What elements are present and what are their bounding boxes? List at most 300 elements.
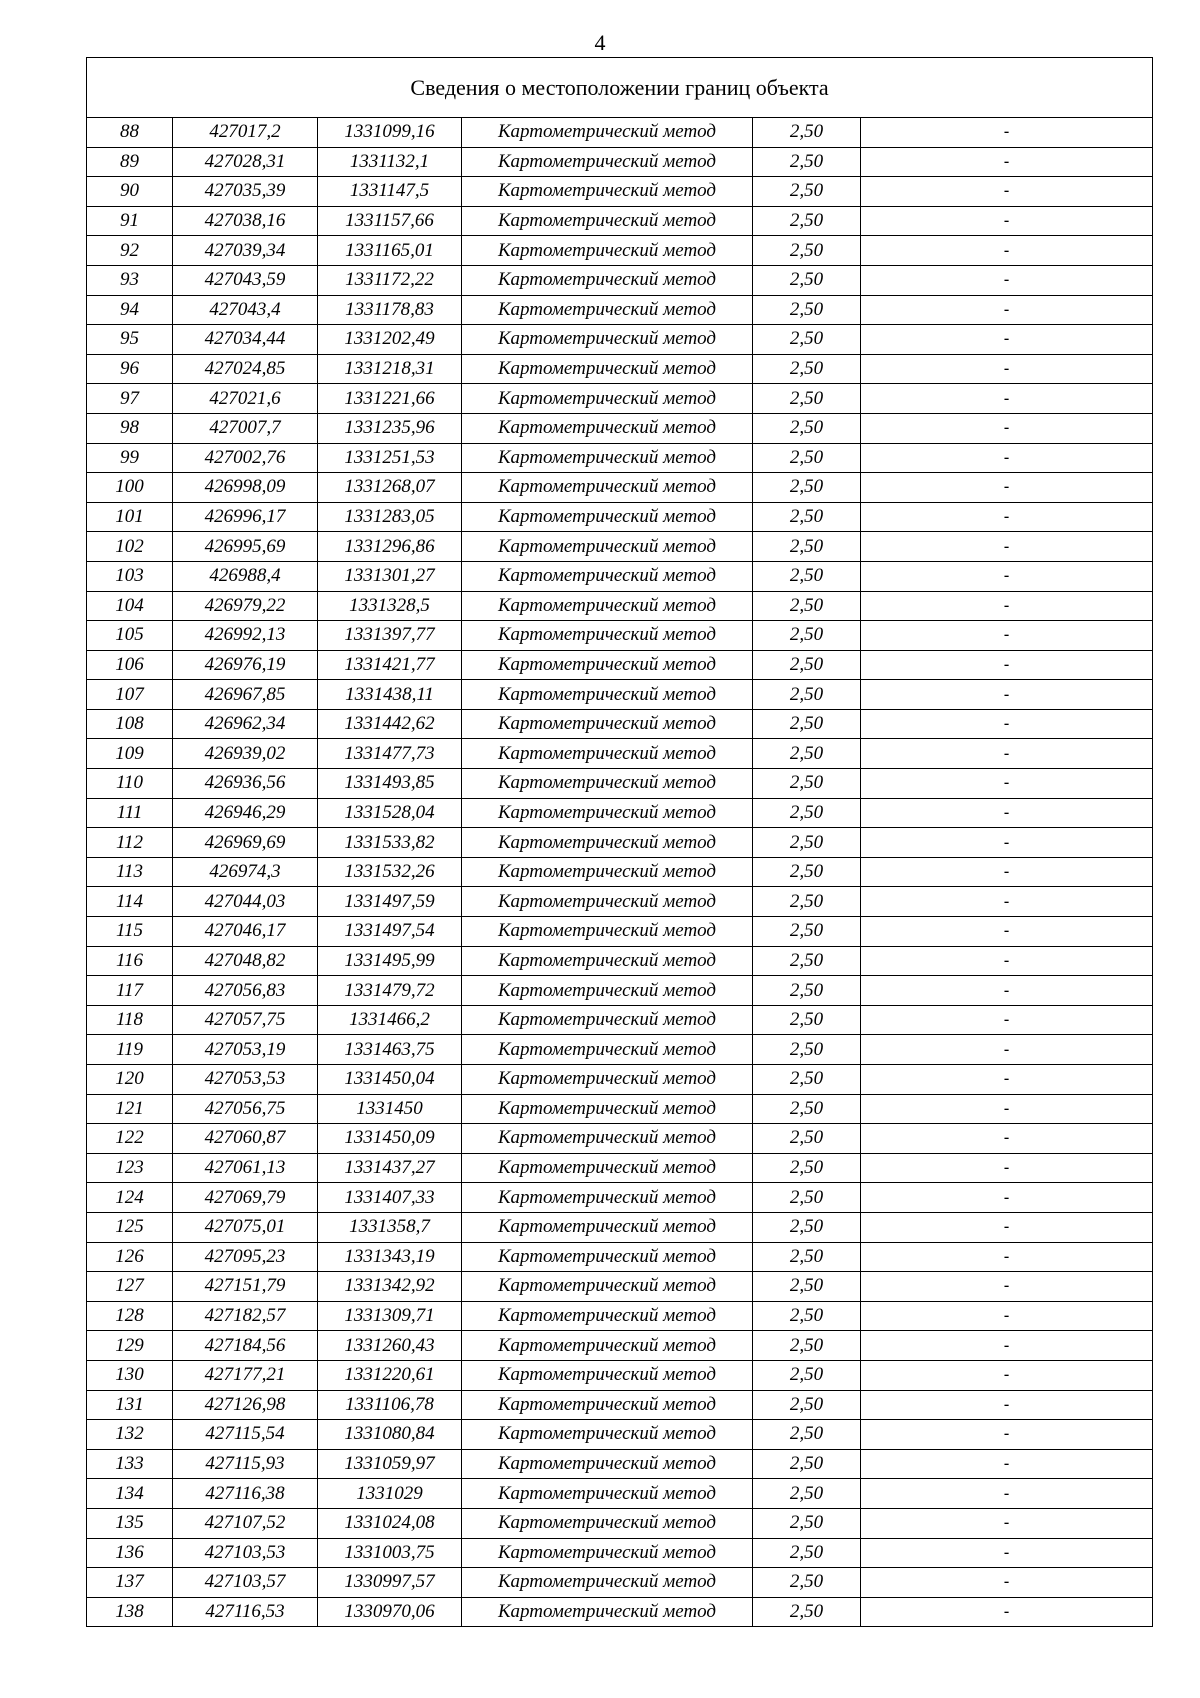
method-cell: Картометрический метод [462,1390,753,1420]
table-row [87,650,1153,680]
point-number-cell: 89 [87,147,173,177]
accuracy-cell: 2,50 [753,769,861,799]
method-cell: Картометрический метод [462,769,753,799]
table-row [87,1420,1153,1450]
description-cell: - [861,1331,1153,1361]
description-cell: - [861,532,1153,562]
table-row [87,1183,1153,1213]
method-cell: Картометрический метод [462,887,753,917]
y-coordinate-cell: 1331172,22 [318,265,462,295]
accuracy-cell: 2,50 [753,1183,861,1213]
accuracy-cell: 2,50 [753,1479,861,1509]
y-coordinate-cell: 1331497,54 [318,917,462,947]
accuracy-cell: 2,50 [753,1331,861,1361]
point-number-cell: 132 [87,1420,173,1450]
boundary-table-container [86,57,1153,1627]
description-cell: - [861,1360,1153,1390]
accuracy-cell: 2,50 [753,236,861,266]
description-cell: - [861,946,1153,976]
point-number-cell: 91 [87,206,173,236]
method-cell: Картометрический метод [462,1301,753,1331]
point-number-cell: 127 [87,1272,173,1302]
method-cell: Картометрический метод [462,1035,753,1065]
x-coordinate-cell: 427038,16 [173,206,318,236]
table-row [87,946,1153,976]
y-coordinate-cell: 1331450,04 [318,1065,462,1095]
y-coordinate-cell: 1330997,57 [318,1568,462,1598]
table-row [87,265,1153,295]
point-number-cell: 123 [87,1153,173,1183]
accuracy-cell: 2,50 [753,828,861,858]
point-number-cell: 106 [87,650,173,680]
point-number-cell: 138 [87,1597,173,1627]
table-row [87,798,1153,828]
description-cell: - [861,976,1153,1006]
description-cell: - [861,1094,1153,1124]
table-row [87,769,1153,799]
point-number-cell: 114 [87,887,173,917]
point-number-cell: 124 [87,1183,173,1213]
accuracy-cell: 2,50 [753,1390,861,1420]
y-coordinate-cell: 1331442,62 [318,709,462,739]
description-cell: - [861,384,1153,414]
y-coordinate-cell: 1331407,33 [318,1183,462,1213]
accuracy-cell: 2,50 [753,443,861,473]
description-cell: - [861,621,1153,651]
method-cell: Картометрический метод [462,1242,753,1272]
point-number-cell: 94 [87,295,173,325]
table-row [87,1272,1153,1302]
description-cell: - [861,1508,1153,1538]
table-row [87,1065,1153,1095]
method-cell: Картометрический метод [462,1065,753,1095]
x-coordinate-cell: 426995,69 [173,532,318,562]
accuracy-cell: 2,50 [753,1242,861,1272]
table-row [87,1035,1153,1065]
accuracy-cell: 2,50 [753,1597,861,1627]
point-number-cell: 112 [87,828,173,858]
y-coordinate-cell: 1331397,77 [318,621,462,651]
table-row [87,1390,1153,1420]
method-cell: Картометрический метод [462,739,753,769]
y-coordinate-cell: 1331438,11 [318,680,462,710]
x-coordinate-cell: 427044,03 [173,887,318,917]
point-number-cell: 128 [87,1301,173,1331]
accuracy-cell: 2,50 [753,532,861,562]
table-row [87,561,1153,591]
table-row [87,591,1153,621]
accuracy-cell: 2,50 [753,561,861,591]
description-cell: - [861,502,1153,532]
method-cell: Картометрический метод [462,976,753,1006]
page-number: 4 [594,30,606,55]
method-cell: Картометрический метод [462,1597,753,1627]
accuracy-cell: 2,50 [753,1449,861,1479]
y-coordinate-cell: 1331221,66 [318,384,462,414]
description-cell: - [861,473,1153,503]
point-number-cell: 102 [87,532,173,562]
point-number-cell: 97 [87,384,173,414]
method-cell: Картометрический метод [462,561,753,591]
x-coordinate-cell: 426962,34 [173,709,318,739]
y-coordinate-cell: 1331528,04 [318,798,462,828]
y-coordinate-cell: 1331080,84 [318,1420,462,1450]
x-coordinate-cell: 427103,53 [173,1538,318,1568]
y-coordinate-cell: 1331218,31 [318,354,462,384]
y-coordinate-cell: 1331251,53 [318,443,462,473]
table-row [87,1449,1153,1479]
point-number-cell: 130 [87,1360,173,1390]
accuracy-cell: 2,50 [753,206,861,236]
point-number-cell: 137 [87,1568,173,1598]
x-coordinate-cell: 427048,82 [173,946,318,976]
accuracy-cell: 2,50 [753,1420,861,1450]
table-row [87,680,1153,710]
method-cell: Картометрический метод [462,206,753,236]
y-coordinate-cell: 1331296,86 [318,532,462,562]
point-number-cell: 104 [87,591,173,621]
accuracy-cell: 2,50 [753,1005,861,1035]
x-coordinate-cell: 427116,38 [173,1479,318,1509]
point-number-cell: 126 [87,1242,173,1272]
method-cell: Картометрический метод [462,1508,753,1538]
point-number-cell: 105 [87,621,173,651]
point-number-cell: 95 [87,325,173,355]
accuracy-cell: 2,50 [753,709,861,739]
description-cell: - [861,354,1153,384]
method-cell: Картометрический метод [462,265,753,295]
x-coordinate-cell: 427107,52 [173,1508,318,1538]
point-number-cell: 121 [87,1094,173,1124]
table-row [87,206,1153,236]
x-coordinate-cell: 427069,79 [173,1183,318,1213]
method-cell: Картометрический метод [462,236,753,266]
description-cell: - [861,443,1153,473]
point-number-cell: 119 [87,1035,173,1065]
method-cell: Картометрический метод [462,1568,753,1598]
accuracy-cell: 2,50 [753,650,861,680]
accuracy-cell: 2,50 [753,473,861,503]
description-cell: - [861,177,1153,207]
y-coordinate-cell: 1331220,61 [318,1360,462,1390]
accuracy-cell: 2,50 [753,887,861,917]
method-cell: Картометрический метод [462,946,753,976]
description-cell: - [861,739,1153,769]
point-number-cell: 118 [87,1005,173,1035]
table-row [87,1479,1153,1509]
y-coordinate-cell: 1331178,83 [318,295,462,325]
table-row [87,1508,1153,1538]
description-cell: - [861,887,1153,917]
accuracy-cell: 2,50 [753,1508,861,1538]
method-cell: Картометрический метод [462,1212,753,1242]
x-coordinate-cell: 427035,39 [173,177,318,207]
point-number-cell: 99 [87,443,173,473]
method-cell: Картометрический метод [462,917,753,947]
table-row [87,976,1153,1006]
method-cell: Картометрический метод [462,502,753,532]
y-coordinate-cell: 1331099,16 [318,118,462,148]
x-coordinate-cell: 427115,54 [173,1420,318,1450]
x-coordinate-cell: 427075,01 [173,1212,318,1242]
y-coordinate-cell: 1331132,1 [318,147,462,177]
accuracy-cell: 2,50 [753,1094,861,1124]
accuracy-cell: 2,50 [753,265,861,295]
y-coordinate-cell: 1331450,09 [318,1124,462,1154]
description-cell: - [861,1479,1153,1509]
description-cell: - [861,1212,1153,1242]
point-number-cell: 107 [87,680,173,710]
accuracy-cell: 2,50 [753,1568,861,1598]
table-row [87,1331,1153,1361]
y-coordinate-cell: 1331003,75 [318,1538,462,1568]
point-number-cell: 117 [87,976,173,1006]
point-number-cell: 113 [87,857,173,887]
method-cell: Картометрический метод [462,828,753,858]
x-coordinate-cell: 427034,44 [173,325,318,355]
description-cell: - [861,1183,1153,1213]
method-cell: Картометрический метод [462,1449,753,1479]
method-cell: Картометрический метод [462,1005,753,1035]
x-coordinate-cell: 427046,17 [173,917,318,947]
table-row [87,532,1153,562]
y-coordinate-cell: 1331106,78 [318,1390,462,1420]
x-coordinate-cell: 427056,83 [173,976,318,1006]
x-coordinate-cell: 427182,57 [173,1301,318,1331]
y-coordinate-cell: 1331533,82 [318,828,462,858]
description-cell: - [861,413,1153,443]
method-cell: Картометрический метод [462,591,753,621]
table-row [87,354,1153,384]
method-cell: Картометрический метод [462,532,753,562]
accuracy-cell: 2,50 [753,1301,861,1331]
y-coordinate-cell: 1331328,5 [318,591,462,621]
table-row [87,621,1153,651]
description-cell: - [861,1390,1153,1420]
x-coordinate-cell: 427039,34 [173,236,318,266]
x-coordinate-cell: 427177,21 [173,1360,318,1390]
y-coordinate-cell: 1331343,19 [318,1242,462,1272]
method-cell: Картометрический метод [462,621,753,651]
point-number-cell: 135 [87,1508,173,1538]
accuracy-cell: 2,50 [753,1360,861,1390]
table-title: Сведения о местоположении границ объекта [87,58,1153,118]
accuracy-cell: 2,50 [753,295,861,325]
table-row [87,1153,1153,1183]
description-cell: - [861,591,1153,621]
accuracy-cell: 2,50 [753,739,861,769]
y-coordinate-cell: 1331283,05 [318,502,462,532]
accuracy-cell: 2,50 [753,384,861,414]
accuracy-cell: 2,50 [753,976,861,1006]
table-row [87,1597,1153,1627]
description-cell: - [861,1242,1153,1272]
description-cell: - [861,1153,1153,1183]
table-row [87,1360,1153,1390]
method-cell: Картометрический метод [462,1538,753,1568]
y-coordinate-cell: 1331024,08 [318,1508,462,1538]
x-coordinate-cell: 427057,75 [173,1005,318,1035]
x-coordinate-cell: 427095,23 [173,1242,318,1272]
description-cell: - [861,561,1153,591]
point-number-cell: 96 [87,354,173,384]
point-number-cell: 90 [87,177,173,207]
method-cell: Картометрический метод [462,709,753,739]
y-coordinate-cell: 1331268,07 [318,473,462,503]
description-cell: - [861,1301,1153,1331]
y-coordinate-cell: 1331147,5 [318,177,462,207]
x-coordinate-cell: 426974,3 [173,857,318,887]
y-coordinate-cell: 1331421,77 [318,650,462,680]
method-cell: Картометрический метод [462,177,753,207]
accuracy-cell: 2,50 [753,680,861,710]
x-coordinate-cell: 427126,98 [173,1390,318,1420]
description-cell: - [861,798,1153,828]
method-cell: Картометрический метод [462,325,753,355]
description-cell: - [861,769,1153,799]
method-cell: Картометрический метод [462,1331,753,1361]
description-cell: - [861,1538,1153,1568]
x-coordinate-cell: 427103,57 [173,1568,318,1598]
x-coordinate-cell: 426992,13 [173,621,318,651]
y-coordinate-cell: 1331157,66 [318,206,462,236]
accuracy-cell: 2,50 [753,118,861,148]
y-coordinate-cell: 1331532,26 [318,857,462,887]
method-cell: Картометрический метод [462,1094,753,1124]
x-coordinate-cell: 427061,13 [173,1153,318,1183]
y-coordinate-cell: 1331309,71 [318,1301,462,1331]
table-row [87,1538,1153,1568]
accuracy-cell: 2,50 [753,502,861,532]
accuracy-cell: 2,50 [753,621,861,651]
accuracy-cell: 2,50 [753,1212,861,1242]
accuracy-cell: 2,50 [753,1124,861,1154]
y-coordinate-cell: 1331260,43 [318,1331,462,1361]
table-row [87,1301,1153,1331]
table-row [87,147,1153,177]
accuracy-cell: 2,50 [753,354,861,384]
description-cell: - [861,1005,1153,1035]
y-coordinate-cell: 1331301,27 [318,561,462,591]
x-coordinate-cell: 426998,09 [173,473,318,503]
description-cell: - [861,1065,1153,1095]
x-coordinate-cell: 427017,2 [173,118,318,148]
point-number-cell: 98 [87,413,173,443]
table-row [87,502,1153,532]
method-cell: Картометрический метод [462,1479,753,1509]
y-coordinate-cell: 1331466,2 [318,1005,462,1035]
table-row [87,325,1153,355]
description-cell: - [861,650,1153,680]
y-coordinate-cell: 1331437,27 [318,1153,462,1183]
x-coordinate-cell: 427116,53 [173,1597,318,1627]
accuracy-cell: 2,50 [753,798,861,828]
method-cell: Картометрический метод [462,473,753,503]
point-number-cell: 116 [87,946,173,976]
accuracy-cell: 2,50 [753,1065,861,1095]
x-coordinate-cell: 427043,4 [173,295,318,325]
table-row [87,1005,1153,1035]
y-coordinate-cell: 1331235,96 [318,413,462,443]
y-coordinate-cell: 1331463,75 [318,1035,462,1065]
point-number-cell: 120 [87,1065,173,1095]
accuracy-cell: 2,50 [753,1153,861,1183]
x-coordinate-cell: 427002,76 [173,443,318,473]
table-row [87,1212,1153,1242]
x-coordinate-cell: 426967,85 [173,680,318,710]
x-coordinate-cell: 426936,56 [173,769,318,799]
y-coordinate-cell: 1330970,06 [318,1597,462,1627]
x-coordinate-cell: 427021,6 [173,384,318,414]
point-number-cell: 88 [87,118,173,148]
x-coordinate-cell: 426969,69 [173,828,318,858]
method-cell: Картометрический метод [462,1272,753,1302]
method-cell: Картометрический метод [462,384,753,414]
table-row [87,917,1153,947]
table-row [87,857,1153,887]
description-cell: - [861,680,1153,710]
description-cell: - [861,1272,1153,1302]
description-cell: - [861,709,1153,739]
description-cell: - [861,1420,1153,1450]
table-row [87,1094,1153,1124]
table-row [87,443,1153,473]
description-cell: - [861,917,1153,947]
method-cell: Картометрический метод [462,1420,753,1450]
point-number-cell: 122 [87,1124,173,1154]
point-number-cell: 136 [87,1538,173,1568]
table-row [87,1124,1153,1154]
x-coordinate-cell: 426946,29 [173,798,318,828]
table-row [87,739,1153,769]
point-number-cell: 110 [87,769,173,799]
method-cell: Картометрический метод [462,1183,753,1213]
y-coordinate-cell: 1331029 [318,1479,462,1509]
method-cell: Картометрический метод [462,650,753,680]
x-coordinate-cell: 427115,93 [173,1449,318,1479]
accuracy-cell: 2,50 [753,946,861,976]
description-cell: - [861,857,1153,887]
description-cell: - [861,295,1153,325]
method-cell: Картометрический метод [462,1360,753,1390]
point-number-cell: 100 [87,473,173,503]
description-cell: - [861,325,1153,355]
table-row [87,413,1153,443]
y-coordinate-cell: 1331493,85 [318,769,462,799]
table-row [87,384,1153,414]
description-cell: - [861,828,1153,858]
table-row [87,118,1153,148]
x-coordinate-cell: 426996,17 [173,502,318,532]
point-number-cell: 125 [87,1212,173,1242]
accuracy-cell: 2,50 [753,857,861,887]
method-cell: Картометрический метод [462,147,753,177]
description-cell: - [861,1124,1153,1154]
accuracy-cell: 2,50 [753,917,861,947]
x-coordinate-cell: 426939,02 [173,739,318,769]
y-coordinate-cell: 1331358,7 [318,1212,462,1242]
method-cell: Картометрический метод [462,857,753,887]
description-cell: - [861,1449,1153,1479]
description-cell: - [861,1035,1153,1065]
accuracy-cell: 2,50 [753,177,861,207]
point-number-cell: 131 [87,1390,173,1420]
x-coordinate-cell: 426988,4 [173,561,318,591]
y-coordinate-cell: 1331059,97 [318,1449,462,1479]
description-cell: - [861,265,1153,295]
accuracy-cell: 2,50 [753,413,861,443]
method-cell: Картометрический метод [462,118,753,148]
